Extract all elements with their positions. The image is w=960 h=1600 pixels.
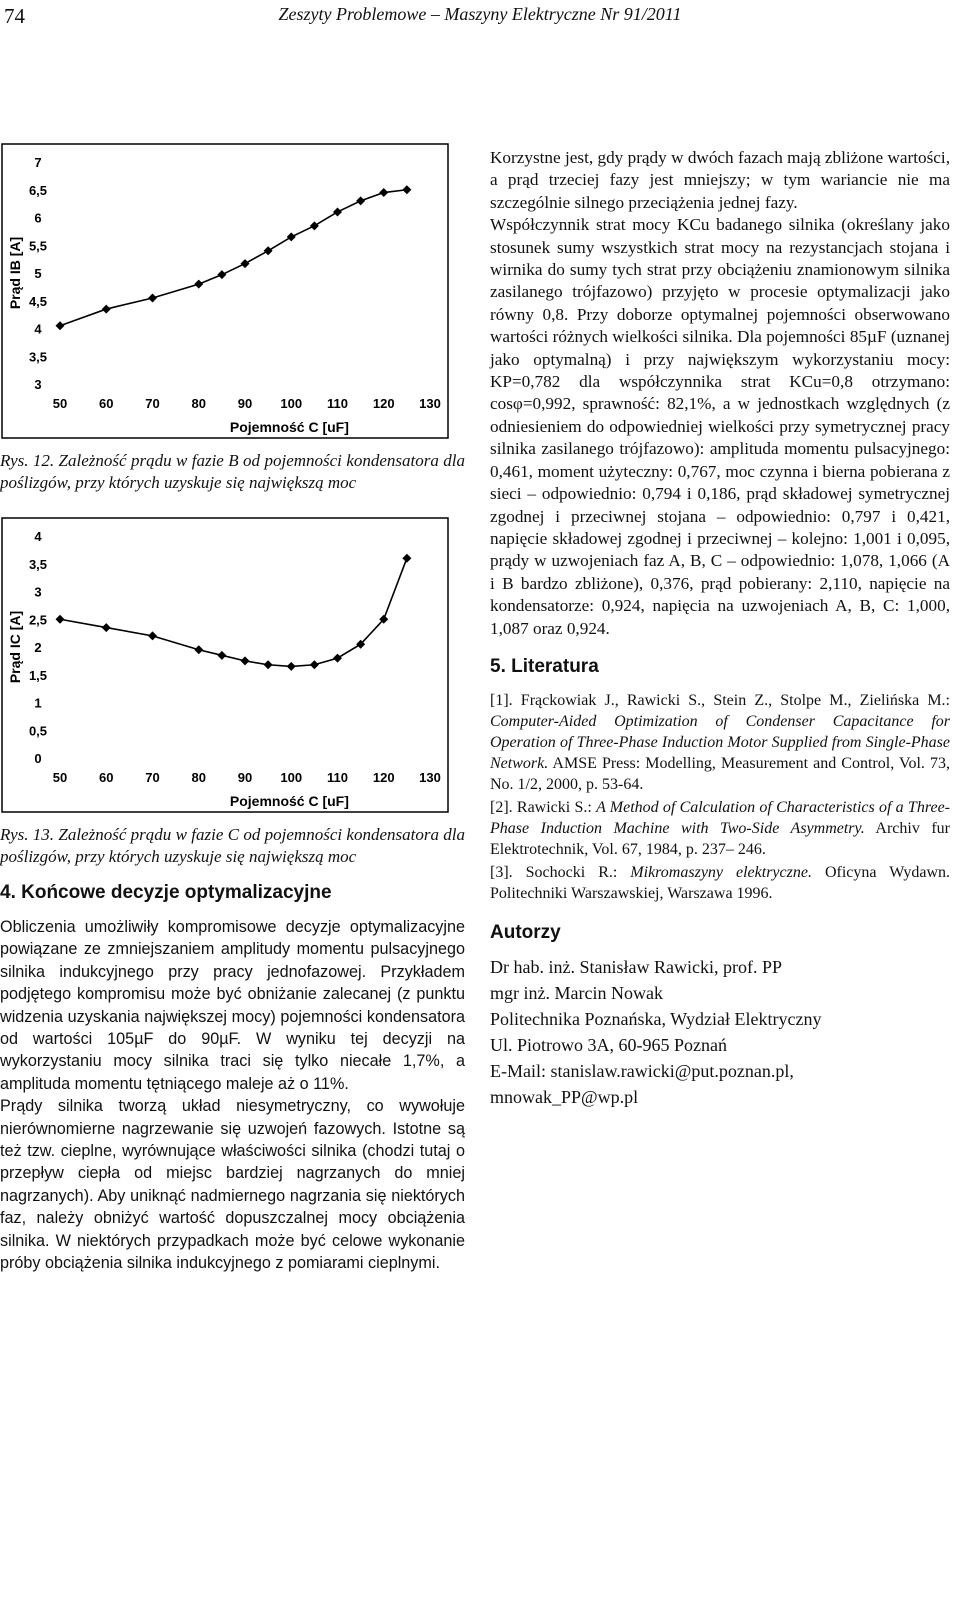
author-2: mgr inż. Marcin Nowak — [490, 982, 663, 1003]
y-axis-label: Prąd IB [A] — [7, 236, 23, 310]
page-number: 74 — [4, 4, 25, 28]
x-tick-label: 130 — [419, 770, 441, 785]
section-title-4: 4. Końcowe decyzje optymalizacyjne — [0, 882, 332, 903]
y-tick-label: 6 — [34, 210, 42, 226]
x-axis-label: Pojemność C [uF] — [229, 419, 349, 435]
x-tick-label: 80 — [191, 770, 206, 785]
x-tick-label: 120 — [372, 396, 395, 411]
x-axis-label: Pojemność C [uF] — [229, 793, 349, 809]
x-tick-label: 100 — [280, 396, 303, 411]
y-tick-label: 3,5 — [28, 556, 48, 572]
x-tick-label: 100 — [280, 770, 303, 785]
chart-frame — [2, 518, 448, 812]
y-tick-label: 0,5 — [28, 723, 48, 739]
authors-title: Autorzy — [490, 921, 561, 943]
chart-frame — [2, 144, 448, 438]
right-column — [490, 147, 950, 1110]
y-tick-label: 5 — [34, 266, 42, 281]
address: Ul. Piotrowo 3A, 60-965 Poznań — [490, 1034, 727, 1055]
x-tick-label: 70 — [145, 770, 160, 785]
x-tick-label: 110 — [327, 396, 348, 411]
y-tick-label: 7 — [34, 155, 42, 170]
left-column — [0, 142, 465, 1275]
email-line-1: E-Mail: stanislaw.rawicki@put.poznan.pl, — [490, 1060, 794, 1081]
x-tick-label: 110 — [327, 770, 348, 785]
reference-1: [1]. Frąckowiak J., Rawicki S., Stein Z., Stolpe M., Zielińska M.: Computer-Aided Optimization of Condenser Capacitance for Operation of Three-Phase Induction Motor Supplied from Single-Phase Network. AMSE Press: Modelling, Measurement and Control, Vol. 73, No. 1/2, 2000, p. 53-64. — [490, 691, 950, 793]
paragraph: Obliczenia umożliwiły kompromisowe decyzje optymalizacyjne powiązane ze zmniejszaniem amplitudy momentu pulsacyjnego silnika indukcyjnego przy pracy jednofazowej. Przykładem podjętego kompromisu może być obniżanie zalecanej (z punktu widzenia uzyskania największej mocy) pojemności kondensatora od wartości 105µF do 90µF. W wyniku tej decyzji na wykorzystaniu mocy silnika traci się tylko niecałe 1,7%, a amplituda momentu tętniącego maleje aż o 11%. — [0, 918, 465, 1093]
x-tick-label: 60 — [99, 396, 114, 411]
y-tick-label: 2,5 — [28, 612, 48, 628]
y-tick-label: 1 — [34, 695, 42, 711]
x-tick-label: 120 — [372, 770, 395, 785]
x-tick-label: 60 — [99, 770, 114, 785]
paragraph: Korzystne jest, gdy prądy w dwóch fazach mają zbliżone wartości, a prąd trzeciej fazy jest mniejszy; w tym wariancie nie ma szczególnie silnego przeciążenia jednej fazy. — [490, 148, 950, 212]
x-tick-label: 80 — [191, 396, 206, 411]
y-tick-label: 4 — [34, 321, 42, 337]
chart-current-phase-c — [0, 516, 455, 816]
y-tick-label: 5,5 — [28, 238, 48, 254]
x-tick-label: 90 — [237, 396, 253, 411]
x-tick-label: 90 — [237, 770, 253, 785]
figure-caption-12: Rys. 12. Zależność prądu w fazie B od pojemności kondensatora dla poślizgów, przy których uzyskuje się największą moc — [0, 451, 465, 492]
chart-current-phase-b — [0, 142, 455, 442]
y-tick-label: 4,5 — [28, 293, 48, 309]
section-title-5: 5. Literatura — [490, 655, 599, 677]
x-tick-label: 50 — [52, 770, 68, 785]
reference-2: [2]. Rawicki S.: A Method of Calculation of Characteristics of a Three-Phase Induction Machine with Two-Side Asymmetry. Archiv fur Elektrotechnik, Vol. 67, 1984, p. 237– 246. — [490, 798, 950, 858]
affiliation: Politechnika Poznańska, Wydział Elektryczny — [490, 1008, 822, 1029]
y-tick-label: 1,5 — [28, 667, 48, 683]
email-line-2: mnowak_PP@wp.pl — [490, 1086, 639, 1107]
paragraph: Współczynnik strat mocy KCu badanego silnika (określany jako stosunek sumy wszystkich strat mocy na rezystancjach stojana i wirnika do sumy tych strat przy obciążeniu znamionowym silnika zasilanego trójfazowo) przyjęto w procesie optymalizacji jako równy 0,8. Przy doborze optymalnej pojemności obserwowano wartości różnych wielkości silnika. Dla pojemności 85µF (uznanej jako optymalną) i przy największym wykorzystaniu mocy: KP=0,782 dla współczynnika strat KCu=0,8 otrzymano: cosφ=0,992, sprawność: 82,1%, a w jednostkach względnych (z odniesieniem do odpowiedniej wielkości przy symetrycznej pracy silnika zasilanego trójfazowo): amplituda momentu pulsacyjnego: 0,461, moment użyteczny: 0,767, moc czynna i bierna pobierana z sieci – odpowiednio: 0,794 i 0,186, prąd składowej symetrycznej zgodnej i przeciwnej stojana – odpowiednio: 0,797 i 0,421, napięcie składowej zgodnej i przeciwnej – kolejno: 1,001 i 0,095, prądy w uzwojeniach faz A, B, C – odpowiednio: 1,078, 1,066 (A i B bardzo zbliżone), 0,376, prąd pobierany: 2,110, napięcie na kondensatorze: 0,924, napięcia na uzwojeniach A, B, C: 1,000, 1,087 oraz 0,924. — [490, 215, 950, 638]
y-axis-label: Prąd IC [A] — [7, 610, 23, 684]
paragraph: Prądy silnika tworzą układ niesymetryczny, co wywołuje nierównomierne nagrzewanie się uzwojeń fazowych. Istotne są też tzw. cieplne, wyrównujące właściwości silnika (chodzi tutaj o przepływ ciepła od miejsc bardziej nagrzanych do mniej nagrzanych). Aby uniknąć nadmiernego nagrzania się niektórych faz, należy obniżyć wartość dopuszczalnej mocy obciążenia silnika. W niektórych przypadkach może być celowe wykonanie próby obciążenia silnika indukcyjnego z pomiarami cieplnymi. — [0, 1097, 465, 1273]
x-tick-label: 50 — [52, 396, 68, 411]
y-tick-label: 6,5 — [28, 182, 48, 198]
y-tick-label: 3 — [34, 584, 42, 600]
y-tick-label: 0 — [34, 751, 42, 766]
figure-caption-13: Rys. 13. Zależność prądu w fazie C od pojemności kondensatora dla poślizgów, przy których uzyskuje się największą moc — [0, 825, 465, 866]
author-1: Dr hab. inż. Stanisław Rawicki, prof. PP — [490, 956, 782, 977]
reference-3: [3]. Sochocki R.: Mikromaszyny elektryczne. Oficyna Wydawn. Politechniki Warszawskiej, Warszawa 1996. — [490, 863, 950, 902]
y-tick-label: 3,5 — [28, 349, 48, 365]
journal-header: Zeszyty Problemowe – Maszyny Elektryczne Nr 91/2011 — [278, 4, 682, 24]
x-tick-label: 130 — [419, 396, 441, 411]
y-tick-label: 3 — [34, 377, 42, 392]
y-tick-label: 2 — [34, 640, 42, 655]
x-tick-label: 70 — [145, 396, 160, 411]
y-tick-label: 4 — [34, 529, 42, 544]
